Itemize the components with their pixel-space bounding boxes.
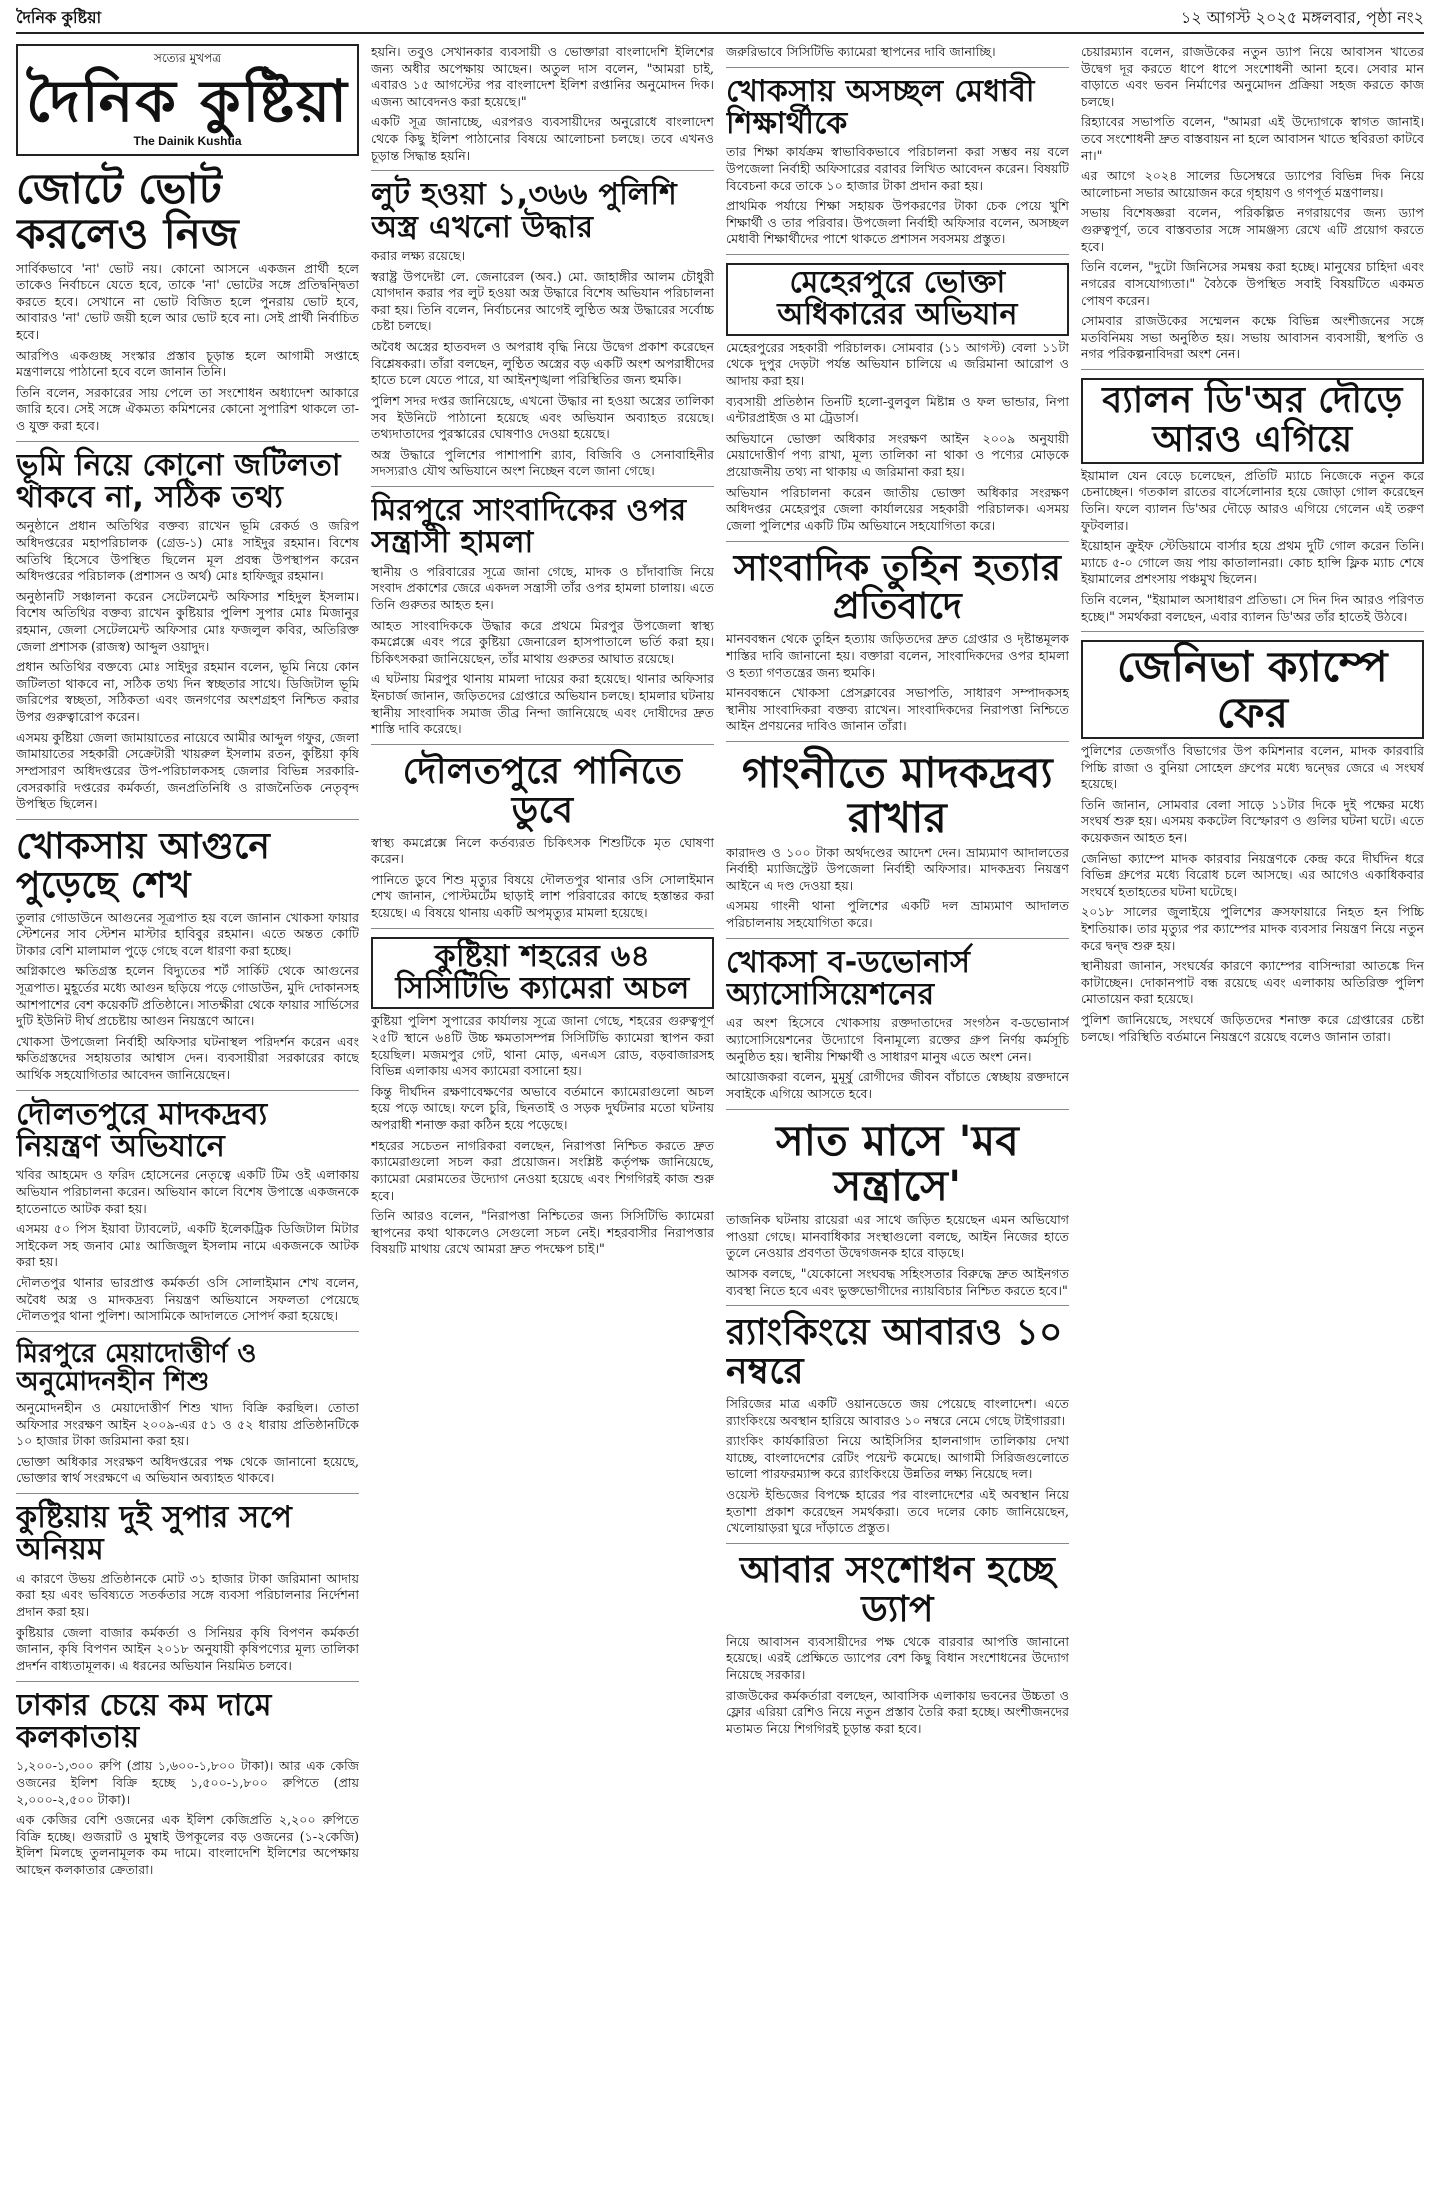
article-paragraph: ব্যবসায়ী প্রতিষ্ঠান তিনটি হলো-বুলবুল মিষ্টান্ন ও ফল ভান্ডার, নিপা এন্টারপ্রাইজ ও মা ট্রেডার্স। — [726, 393, 1069, 426]
article — [371, 750, 714, 922]
article-paragraph: স্থানীয় ও পরিবারের সূত্রে জানা গেছে, মাদক ও চাঁদাবাজি নিয়ে সংবাদ প্রকাশের জেরে একদল সন্ত্রাসী তাঁর ওপর হামলা চালায়। এতে তিনি গুরুতর আহত হন। — [371, 563, 714, 612]
column-3-articles — [726, 44, 1069, 1737]
article-paragraph: সভায় বিশেষজ্ঞরা বলেন, পরিকল্পিত নগরায়ণের জন্য ড্যাপ গুরুত্বপূর্ণ, তবে বাস্তবতার সঙ্গে সামঞ্জস্য রেখে এটি প্রয়োগ করতে হবে। — [1081, 205, 1424, 254]
article-paragraph: মানববন্ধনে খোকসা প্রেসক্লাবের সভাপতি, সাধারণ সম্পাদকসহ স্থানীয় সাংবাদিকরা বক্তব্য রাখেন। সাংবাদিকদের নিরাপত্তা নিশ্চিতে আইন প্রণয়নের দাবিও জানান তাঁরা। — [726, 685, 1069, 734]
article-paragraph: আয়োজকরা বলেন, মুমূর্ষু রোগীদের জীবন বাঁচাতে স্বেচ্ছায় রক্তদানে সবাইকে এগিয়ে আসতে হবে। — [726, 1069, 1069, 1101]
article-divider — [726, 254, 1069, 255]
article-paragraph: পুলিশ জানিয়েছে, সংঘর্ষে জড়িতদের শনাক্ত করে গ্রেপ্তারের চেষ্টা চলছে। পরিস্থিতি বর্তমানে নিয়ন্ত্রণে রয়েছে বলেও জানান তারা। — [1081, 1012, 1424, 1044]
article-headline: র‍্যাংকিংয়ে আবারও ১০ নম্বরে — [726, 1312, 1063, 1393]
article-paragraph: ইয়োহান ক্রুইফ স্টেডিয়ামে বার্সার হয়ে প্রথম দুটি গোল করেন তিনি। ম্যাচে ৫-০ গোলে জয় পায় কাতালানরা। কোচ হান্সি ফ্লিক ম্যাচ শেষে ইয়ামালের প্রশংসায় পঞ্চমুখ ছিলেন। — [1081, 538, 1424, 587]
article-paragraph: প্রাথমিক পর্যায়ে শিক্ষা সহায়ক উপকরণের টাকা চেক পেয়ে খুশি শিক্ষার্থী ও তার পরিবার। উপজেলা নির্বাহী অফিসার বলেন, অসচ্ছল মেধাবী শিক্ষার্থীদের পাশে থাকতে প্রশাসন সবসময় প্রস্তুত। — [726, 198, 1069, 247]
article-divider — [1081, 631, 1424, 632]
article — [16, 447, 359, 813]
article-headline: কুষ্টিয়া শহরের ৬৪ সিসিটিভি ক্যামেরা অচল — [371, 937, 714, 1010]
article-paragraph: রাজউকের কর্মকর্তারা বলছেন, আবাসিক এলাকায় ভবনের উচ্চতা ও ফ্লোর এরিয়া রেশিও নিয়ে নতুন প্রস্তাব তৈরি করা হচ্ছে। অংশীজনদের মতামত নিয়ে শিগগিরই চূড়ান্ত করা হবে। — [726, 1687, 1069, 1736]
article-divider — [16, 1681, 359, 1682]
article-headline: সাত মাসে 'মব সন্ত্রাসে' — [775, 1115, 1020, 1210]
article — [726, 263, 1069, 534]
column-2 — [371, 44, 714, 2194]
article-paragraph: তার শিক্ষা কার্যক্রম স্বাভাবিকভাবে পরিচালনা করা সম্ভব নয় বলে উপজেলা নির্বাহী অফিসারের বরাবর লিখিত আবেদন করেন। বিষয়টি বিবেচনা করে তাকে ১০ হাজার টাকা প্রদান করা হয়। — [726, 144, 1069, 193]
article-divider — [726, 1109, 1069, 1110]
article-paragraph: প্রধান অতিথির বক্তব্যে মোঃ সাইদুর রহমান বলেন, ভূমি নিয়ে কোন জটিলতা থাকবে না, সঠিক তথ্য দিন স্বচ্ছতার সাথে। ডিজিটাল ভূমি জরিপের স্বচ্ছতা, সঠিকতা এবং জনগণের অংশগ্রহণ নিশ্চিত করার উপর গুরুত্বারোপ করেন। — [16, 659, 359, 725]
article-paragraph: তিনি বলেন, "দুটো জিনিসের সমন্বয় করা হচ্ছে। মানুষের চাহিদা এবং নগরের বাসযোগ্যতা।" বৈঠকে উপস্থিত সবাই বিষয়টিতে একমত পোষণ করেন। — [1081, 259, 1424, 308]
columns — [16, 44, 1424, 2194]
article — [726, 1549, 1069, 1737]
article-paragraph: এসময় ৫০ পিস ইয়াবা ট্যাবলেট, একটি ইলেকট্রিক ডিজিটাল মিটার সাইকেল সহ জনাব মোঃ আজিজুল ইসলাম নামে একজনকে আটক করা হয়। — [16, 1221, 359, 1270]
article-paragraph: অনুষ্ঠানে প্রধান অতিথির বক্তব্য রাখেন ভূমি রেকর্ড ও জরিপ অধিদপ্তরের মহাপরিচালক (গ্রেড-১) মোঃ সাইদুর রহমান। বিশেষ অতিথি হিসেবে উপস্থিত ছিলেন মূল প্রবন্ধ উপস্থাপন করেন অধিদপ্তরের পরিচালক (প্রশাসন ও অর্থ) মোঃ হাফিজুর রহমান। — [16, 518, 359, 584]
article-paragraph: অনুমোদনহীন ও মেয়াদোত্তীর্ণ শিশু খাদ্য বিক্রি করছিল। তোতা অফিসার সংরক্ষণ আইন ২০০৯-এর ৫১ ও ৫২ ধারায় প্রতিষ্ঠানটিকে ১০ হাজার টাকা জরিমানা করা হয়। — [16, 1400, 359, 1449]
article-divider — [726, 938, 1069, 939]
article-paragraph: তুলার গোডাউনে আগুনের সূত্রপাত হয় বলে জানান খোকসা ফায়ার স্টেশনের সাব স্টেশন মাস্টার হাবিবুর রহমান। এতে অন্তত কোটি টাকার বেশি মালামাল পুড়ে গেছে বলে ধারণা করা হচ্ছে। — [16, 909, 359, 958]
masthead-english: The Dainik Kushtia — [133, 133, 242, 148]
article-paragraph: এর অংশ হিসেবে খোকসায় রক্তদাতাদের সংগঠন ব-ডভোনার্স অ্যাসোসিয়েশনের উদ্যোগে বিনামূল্যে রক্তের গ্রুপ নির্ণয় কর্মসূচি অনুষ্ঠিত হয়। স্থানীয় শিক্ষার্থী ও সাধারণ মানুষ এতে অংশ নেন। — [726, 1015, 1069, 1064]
article-paragraph: তিনি আরও বলেন, "নিরাপত্তা নিশ্চিতের জন্য সিসিটিভি ক্যামেরা স্থাপনের কথা থাকলেও সেগুলো সচল নেই। শহরবাসীর নিরাপত্তার বিষয়টি মাথায় রেখে আমরা দ্রুত পদক্ষেপ চাই।" — [371, 1208, 714, 1257]
article-paragraph: অবৈধ অস্ত্রের হাতবদল ও অপরাধ বৃদ্ধি নিয়ে উদ্বেগ প্রকাশ করেছেন বিশ্লেষকরা। তাঁরা বলছেন, লুণ্ঠিত অস্ত্রের বড় একটি অংশ অপরাধীদের হাতে চলে যেতে পারে, যা আইনশৃঙ্খলা পরিস্থিতির জন্য হুমকি। — [371, 339, 714, 388]
article-headline: ব্যালন ডি'অর দৌড়ে আরও এগিয়ে — [1081, 378, 1424, 464]
column-1 — [16, 44, 359, 2194]
article-paragraph: তিনি বলেন, "ইয়ামাল অসাধারণ প্রতিভা। সে দিন দিন আরও পরিণত হচ্ছে।" সমর্থকরা বলছেন, এবার ব্যালন ডি'অর তাঁর হাতেই উঠবে। — [1081, 591, 1424, 624]
article-headline: খোকসায় অসচ্ছল মেধাবী শিক্ষার্থীকে — [726, 73, 1035, 141]
article-paragraph: পুলিশের তেজগাঁও বিভাগের উপ কমিশনার বলেন, মাদক কারবারি পিচ্চি রাজা ও বুনিয়া সোহেল গ্রুপের মধ্যে দ্বন্দ্বের জেরে এ সংঘর্ষ হয়েছে। — [1081, 742, 1424, 792]
article-paragraph: দৌলতপুর থানার ভারপ্রাপ্ত কর্মকর্তা ওসি সোলাইমান শেখ বলেন, অবৈধ অস্ত্র ও মাদকদ্রব্য নিয়ন্ত্রণ অভিযানে সফলতা পেয়েছে দৌলতপুর থানা পুলিশ। আসামিকে আদালতে সোপর্দ করা হয়েছে। — [16, 1275, 359, 1324]
article-divider — [16, 1331, 359, 1332]
masthead-title: দৈনিক কুষ্টিয়া — [26, 67, 349, 135]
article-divider — [371, 744, 714, 745]
article — [726, 547, 1069, 735]
article — [726, 1314, 1069, 1537]
article — [371, 179, 714, 480]
article — [16, 825, 359, 1084]
article-paragraph: জেনিভা ক্যাম্পে মাদক কারবার নিয়ন্ত্রণকে কেন্দ্র করে দীর্ঘদিন ধরে বিভিন্ন গ্রুপের মধ্যে বিরোধ চলে আসছে। এর আগেও একাধিকবার সংঘর্ষে হতাহতের ঘটনা ঘটেছে। — [1081, 850, 1424, 899]
article — [16, 1502, 359, 1674]
article — [1081, 640, 1424, 1045]
header-date-page: ১২ আগস্ট ২০২৫ মঙ্গলবার, পৃষ্ঠা নং২ — [1180, 8, 1424, 27]
article-paragraph: এক কেজির বেশি ওজনের এক ইলিশ কেজিপ্রতি ২,২০০ রুপিতে বিক্রি হচ্ছে। গুজরাট ও মুম্বাই উপকূলের বড় ওজনের (১-২কেজি) ইলিশ মিলছে তুলনামূলক কম দামে। বাংলাদেশি ইলিশের অপেক্ষায় আছেন কলকাতার ক্রেতারা। — [16, 1812, 359, 1877]
article — [16, 1340, 359, 1487]
header-paper-name: দৈনিক কুষ্টিয়া — [16, 8, 102, 27]
article-divider — [16, 1493, 359, 1494]
article-headline: জেনিভা ক্যাম্পে ফের — [1081, 640, 1424, 739]
article-paragraph: এসময় গাংনী থানা পুলিশের একটি দল ভ্রাম্যমাণ আদালত পরিচালনায় সহযোগিতা করে। — [726, 898, 1069, 931]
article-paragraph: আহত সাংবাদিককে উদ্ধার করে প্রথমে মিরপুর উপজেলা স্বাস্থ্য কমপ্লেক্সে এবং পরে কুষ্টিয়া জেনারেল হাসপাতালে ভর্তি করা হয়। চিকিৎসকরা জানিয়েছেন, তাঁর মাথায় গুরুতর আঘাত রয়েছে। — [371, 617, 714, 666]
article-paragraph: শহরের সচেতন নাগরিকরা বলছেন, নিরাপত্তা নিশ্চিত করতে দ্রুত ক্যামেরাগুলো সচল করা প্রয়োজন। সংশ্লিষ্ট কর্তৃপক্ষ জানিয়েছে, ক্যামেরা মেরামতের উদ্যোগ নেওয়া হয়েছে এবং শিগগিরই কাজ শুরু হবে। — [371, 1137, 714, 1203]
article-headline: মিরপুরে সাংবাদিকের ওপর সন্ত্রাসী হামলা — [371, 492, 687, 561]
article-paragraph: কুষ্টিয়া পুলিশ সুপারের কার্যালয় সূত্রে জানা গেছে, শহরের গুরুত্বপূর্ণ ২৫টি স্থানে ৬৪টি উচ্চ ক্ষমতাসম্পন্ন সিসিটিভি ক্যামেরা স্থাপন করা হয়েছিল। মজমপুর গেট, থানা মোড়, এনএস রোড, বড়বাজারসহ বিভিন্ন এলাকায় এসব ক্যামেরা বসানো হয়। — [371, 1013, 714, 1079]
article-paragraph: তিনি বলেন, সরকারের সায় পেলে তা সংশোধন অধ্যাদেশ আকারে জারি হবে। সেই সঙ্গে ঐকমত্য কমিশনের কোনো সুপারিশ থাকলে তা-ও যুক্ত করা হবে। — [16, 384, 359, 433]
article — [726, 73, 1069, 248]
article-paragraph: খোকসা উপজেলা নির্বাহী অফিসার ঘটনাস্থল পরিদর্শন করেন এবং ক্ষতিগ্রস্তদের সহায়তার আশ্বাস দেন। ব্যবসায়ীরা সরকারের কাছে আর্থিক সহযোগিতার আবেদন জানিয়েছেন। — [16, 1033, 359, 1082]
article-paragraph: অগ্নিকাণ্ডে ক্ষতিগ্রস্ত হলেন বিদ্যুতের শর্ট সার্কিট থেকে আগুনের সূত্রপাত। মুহূর্তের মধ্যে আগুন ছড়িয়ে পড়ে গোডাউন, মুদি দোকানসহ আশপাশের বেশ কয়েকটি প্রতিষ্ঠানে। সাতক্ষীরা থেকে ফায়ার সার্ভিসের দুটি ইউনিট দীর্ঘ প্রচেষ্টায় আগুন নিয়ন্ত্রণে আনে। — [16, 963, 359, 1029]
article-headline: দৌলতপুরে পানিতে ডুবে — [402, 750, 683, 831]
article — [16, 163, 359, 435]
article-paragraph: খবির আহমেদ ও ফরিদ হোসেনের নেতৃত্বে একটি টিম ওই এলাকায় অভিযান পরিচালনা করেন। অভিযান কালে বিশেষ উপাস্তে একজনকে হাতেনাতে আটক করা হয়। — [16, 1167, 359, 1216]
article-paragraph: এর আগে ২০২৪ সালের ডিসেম্বরে ড্যাপের বিভিন্ন দিক নিয়ে আলোচনা সভার আয়োজন করে গৃহায়ণ ও গণপূর্ত মন্ত্রণালয়। — [1081, 168, 1424, 200]
column-2-articles — [371, 44, 714, 1258]
article-paragraph: জরুরিভাবে সিসিটিভি ক্যামেরা স্থাপনের দাবি জানাচ্ছি। — [726, 44, 996, 59]
masthead-tagline: সত্যের মুখপত্র — [153, 51, 222, 65]
article — [1081, 44, 1424, 363]
article-headline: খোকসা ব-ডভোনার্স অ্যাসোসিয়েশনের — [726, 944, 971, 1013]
article-headline: সাংবাদিক তুহিন হত্যার প্রতিবাদে — [733, 547, 1062, 628]
article-paragraph: র‍্যাংকিং কার্যকারিতা নিয়ে আইসিসির হালনাগাদ তালিকায় দেখা যাচ্ছে, বাংলাদেশের রেটিং পয়েন্ট কমেছে। আগামী সিরিজগুলোতে ভালো পারফরম্যান্স করে র‍্যাংকিংয়ে উন্নতির লক্ষ্য নিয়েছে দল। — [726, 1433, 1069, 1482]
column-1-articles — [16, 163, 359, 1879]
article-headline: মিরপুরে মেয়াদোত্তীর্ণ ও অনুমোদনহীন শিশু — [16, 1338, 257, 1397]
article — [726, 44, 1069, 61]
article-paragraph: নিয়ে আবাসন ব্যবসায়ীদের পক্ষ থেকে বারবার আপত্তি জানানো হয়েছে। এরই প্রেক্ষিতে ড্যাপের বেশ কিছু বিধান সংশোধনের উদ্যোগ নিয়েছে সরকার। — [726, 1633, 1069, 1682]
article-paragraph: ১,২০০-১,৩০০ রুপি (প্রায় ১,৬০০-১,৮০০ টাকা)। আর এক কেজি ওজনের ইলিশ বিক্রি হচ্ছে ১,৫০০-১,৮০০ রুপিতে (প্রায় ২,০০০-২,৫০০ টাকা)। — [16, 1758, 359, 1807]
article-divider — [726, 741, 1069, 742]
article-divider — [16, 819, 359, 820]
article-paragraph: করার লক্ষ্য রয়েছে। — [371, 248, 466, 264]
article-paragraph: ওয়েস্ট ইন্ডিজের বিপক্ষে হারের পর বাংলাদেশের এই অবস্থান নিয়ে হতাশা প্রকাশ করেছেন সমর্থকরা। তবে দলের কোচ জানিয়েছেন, খেলোয়াড়রা ঘুরে দাঁড়াতে প্রস্তুত। — [726, 1487, 1069, 1536]
article-paragraph: আসক বলছে, "যেকোনো সংঘবদ্ধ সহিংসতার বিরুদ্ধে দ্রুত আইনগত ব্যবস্থা নিতে হবে এবং ভুক্তভোগীদের ন্যায়বিচার নিশ্চিত করতে হবে।" — [726, 1266, 1069, 1298]
column-4-articles — [1081, 44, 1424, 1045]
article-paragraph: চেয়ারম্যান বলেন, রাজউকের নতুন ড্যাপ নিয়ে আবাসন খাতের উদ্বেগ দূর করতে ধাপে ধাপে সংশোধনী আনা হবে। সেবার মান বাড়াতে এবং ভবন নির্মাণের অনুমোদন প্রক্রিয়া সহজ করতে কাজ চলছে। — [1081, 44, 1424, 109]
article-headline: মেহেরপুরে ভোক্তা অধিকারের অভিযান — [726, 263, 1069, 336]
article-paragraph: এ ঘটনায় মিরপুর থানায় মামলা দায়ের করা হয়েছে। থানার অফিসার ইনচার্জ জানান, জড়িতদের গ্রেপ্তারে অভিযান চলছে। হামলার ঘটনায় স্থানীয় সাংবাদিক সমাজ তীব্র নিন্দা জানিয়েছে এবং দোষীদের দ্রুত শাস্তি দাবি করেছে। — [371, 671, 714, 737]
article — [371, 44, 714, 164]
article-paragraph: স্থানীয়রা জানান, সংঘর্ষের কারণে ক্যাম্পের বাসিন্দারা আতঙ্কে দিন কাটাচ্ছেন। দোকানপাট বন্ধ রয়েছে এবং এলাকায় অতিরিক্ত পুলিশ মোতায়েন করা হয়েছে। — [1081, 958, 1424, 1007]
article-headline: লুট হওয়া ১,৩৬৬ পুলিশি অস্ত্র এখনো উদ্ধার — [371, 177, 678, 245]
article-paragraph: তাজনিক ঘটনায় রায়েরা এর সাথে জড়িত হয়েছেন এমন অভিযোগ পাওয়া গেছে। মানবাধিকার সংস্থাগুলো বলছে, আইন নিজের হাতে তুলে নেওয়ার প্রবণতা উদ্বেগজনক হারে বাড়ছে। — [726, 1212, 1069, 1261]
article-divider — [371, 486, 714, 487]
article-paragraph: এসময় কুষ্টিয়া জেলা জামায়াতের নায়েবে আমীর আব্দুল গফুর, জেলা জামায়াতের সহকারী সেক্রেটারী খায়রুল ইসলাম রতন, কুষ্টিয়া কৃষি সম্প্রসারণ অধিদপ্তরের উপ-পরিচালকসহ জেলার বিভিন্ন সরকারি-বেসরকারি দপ্তরের কর্মকর্তা, জনপ্রতিনিধি ও রাজনৈতিক নেতৃবৃন্দ উপস্থিত ছিলেন। — [16, 729, 359, 812]
article-paragraph: অনুষ্ঠানটি সঞ্চালনা করেন সেটেলমেন্ট অফিসার শহিদুল ইসলাম। বিশেষ অতিথির বক্তব্য রাখেন কুষ্টিয়ার পুলিশ সুপার মোঃ মিজানুর রহমান, জেলা সেটেলমেন্ট অফিসার মোঃ ফজলুল কবির, অতিরিক্ত জেলা প্রশাসক (রাজস্ব) আব্দুল ওয়াদুদ। — [16, 588, 359, 654]
article-paragraph: অভিযান পরিচালনা করেন জাতীয় ভোক্তা অধিকার সংরক্ষণ অধিদপ্তর মেহেরপুর জেলা কার্যালয়ের সহকারী পরিচালক। এসময় জেলা পুলিশের একটি টিম অভিযানে সহযোগিতা করে। — [726, 484, 1069, 533]
article-paragraph: সোমবার রাজউকের সম্মেলন কক্ষে বিভিন্ন অংশীজনের সঙ্গে মতবিনিময় সভা অনুষ্ঠিত হয়। সভায় আবাসন ব্যবসায়ী, স্থপতি ও নগর পরিকল্পনাবিদরা অংশ নেন। — [1081, 313, 1424, 362]
article-divider — [16, 441, 359, 442]
article-paragraph: স্বরাষ্ট্র উপদেষ্টা লে. জেনারেল (অব.) মো. জাহাঙ্গীর আলম চৌধুরী যোগদান করার পর লুট হওয়া অস্ত্র উদ্ধারে বিশেষ অভিযান পরিচালনা করা হয়। তিনি বলেন, নির্বাচনের আগেই লুণ্ঠিত অস্ত্র উদ্ধারের সর্বোচ্চ চেষ্টা চলছে। — [371, 268, 714, 334]
article-headline: গাংনীতে মাদকদ্রব্য রাখার — [742, 747, 1053, 843]
article — [726, 747, 1069, 932]
article-paragraph: একটি সূত্র জানাচ্ছে, এরপরও ব্যবসায়ীদের অনুরোধে বাংলাদেশ থেকে কিছু ইলিশ পাঠানোর বিষয়ে আলোচনা চলছে। তবে এখনও চূড়ান্ত সিদ্ধান্ত হয়নি। — [371, 114, 714, 163]
article-paragraph: পুলিশ সদর দপ্তর জানিয়েছে, এখনো উদ্ধার না হওয়া অস্ত্রের তালিকা সব ইউনিটে পাঠানো হয়েছে এবং অভিযান অব্যাহত রয়েছে। তথ্যদাতাদের পুরস্কারের ঘোষণাও দেওয়া হয়েছে। — [371, 392, 714, 442]
article-paragraph: সিরিজের মাত্র একটি ওয়ানডেতে জয় পেয়েছে বাংলাদেশ। এতে র‍্যাংকিংয়ে অবস্থান হারিয়ে আবারও ১০ নম্বরে নেমে গেছে টাইগাররা। — [726, 1396, 1069, 1428]
article-paragraph: ইয়ামাল যেন বেড়ে চলেছেন, প্রতিটি ম্যাচে নিজেকে নতুন করে চেনাচ্ছেন। গতকাল রাতের বার্সেলোনার হয়ে জোড়া গোল করেছেন তিনি। ফলে ব্যালন ডি'অর দৌড়ে আরও এগিয়ে গেলেন এই তরুণ ফুটবলার। — [1081, 467, 1424, 533]
article — [726, 944, 1069, 1103]
article — [371, 492, 714, 738]
article-headline: খোকসায় আগুনে পুড়েছে শেখ — [16, 825, 271, 906]
article-paragraph: এ কারণে উভয় প্রতিষ্ঠানকে মোট ৩১ হাজার টাকা জরিমানা আদায় করা হয় এবং ভবিষ্যতে সতর্কতার সঙ্গে ব্যবসা পরিচালনার নির্দেশনা প্রদান করা হয়। — [16, 1570, 359, 1620]
article-headline: কুষ্টিয়ায় দুই সুপার সপে অনিয়ম — [16, 1500, 293, 1568]
article-headline: ঢাকার চেয়ে কম দামে কলকাতায় — [16, 1687, 272, 1755]
article-paragraph: মানববন্ধন থেকে তুহিন হত্যায় জড়িতদের দ্রুত গ্রেপ্তার ও দৃষ্টান্তমূলক শাস্তির দাবি জানানো হয়। বক্তারা বলেন, সাংবাদিকদের ওপর হামলা ও হত্যা গণতন্ত্রের জন্য হুমকি। — [726, 631, 1069, 680]
article — [16, 1096, 359, 1325]
article-paragraph: ২০১৮ সালের জুলাইয়ে পুলিশের ক্রসফায়ারে নিহত হন পিচ্চি ইশতিয়াক। তার মৃত্যুর পর ক্যাম্পের মাদক ব্যবসার নিয়ন্ত্রণ নিয়ে নতুন করে দ্বন্দ্ব শুরু হয়। — [1081, 904, 1424, 953]
article-paragraph: কিন্তু দীর্ঘদিন রক্ষণাবেক্ষণের অভাবে বর্তমানে ক্যামেরাগুলো অচল হয়ে পড়ে আছে। ফলে চুরি, ছিনতাই ও সড়ক দুর্ঘটনার মতো ঘটনায় অপরাধী শনাক্ত করা কঠিন হয়ে পড়েছে। — [371, 1083, 714, 1133]
article-paragraph: তিনি জানান, সোমবার বেলা সাড়ে ১১টার দিকে দুই পক্ষের মধ্যে সংঘর্ষ শুরু হয়। এসময় ককটেল বিস্ফোরণ ও গুলির ঘটনা ঘটে। এতে কয়েকজন আহত হন। — [1081, 796, 1424, 845]
article-paragraph: কুষ্টিয়ার জেলা বাজার কর্মকর্তা ও সিনিয়র কৃষি বিপণন কর্মকর্তা জানান, কৃষি বিপণন আইন ২০১৮ অনুযায়ী কৃষিপণ্যের মূল্য তালিকা প্রদর্শন বাধ্যতামূলক। এ ধরনের অভিযান নিয়মিত চলবে। — [16, 1624, 359, 1673]
article-divider — [371, 170, 714, 171]
article-divider — [371, 928, 714, 929]
column-4 — [1081, 44, 1424, 2194]
article-paragraph: আরপিও একগুচ্ছ সংস্কার প্রস্তাব চূড়ান্ত হলে আগামী সপ্তাহে মন্ত্রণালয়ে পাঠানো হবে বলে জানান তিনি। — [16, 347, 359, 380]
page-header — [16, 6, 1424, 34]
article — [371, 937, 714, 1258]
article-headline: জোটে ভোট করলেও নিজ — [16, 163, 239, 259]
article-divider — [726, 541, 1069, 542]
article-paragraph: মেহেরপুরের সহকারী পরিচালক। সোমবার (১১ আগস্ট) বেলা ১১টা থেকে দুপুর দেড়টা পর্যন্ত অভিযান চালিয়ে এ জরিমানা আরোপ ও আদায় করা হয়। — [726, 339, 1069, 389]
article-paragraph: সার্বিকভাবে 'না' ভোট নয়। কোনো আসনে একজন প্রার্থী হলে তাকেও নির্বাচনে যেতে হবে, তাকে 'না' ভোটের সঙ্গে প্রতিদ্বন্দ্বিতা করতে হবে। সেখানে না ভোট বিজিত হলে পুনরায় ভোট হবে, আবারও 'না' ভোট জয়ী হলে আর ভোট হবে না। সেই প্রার্থী নির্বাচিত হবে। — [16, 260, 359, 342]
article-divider — [16, 1090, 359, 1091]
article-paragraph: হয়নি। তবুও সেখানকার ব্যবসায়ী ও ভোক্তারা বাংলাদেশি ইলিশের জন্য অধীর অপেক্ষায় আছেন। অতুল দাস বলেন, "আমরা চাই, এবারও ১৫ আগস্টের পর বাংলাদেশ ইলিশ রপ্তানির অনুমোদন দিক। এজন্য আবেদনও করা হয়েছে।" — [371, 44, 714, 109]
article-divider — [726, 67, 1069, 68]
masthead — [16, 44, 359, 156]
article — [16, 1687, 359, 1879]
article — [1081, 378, 1424, 625]
article-headline: ভূমি নিয়ে কোনো জটিলতা থাকবে না, সঠিক তথ্য — [16, 447, 341, 515]
article-paragraph: কারাদণ্ড ও ১০০ টাকা অর্থদণ্ডের আদেশ দেন। ভ্রাম্যমাণ আদালতের নির্বাহী ম্যাজিস্ট্রেট উপজেলা নির্বাহী অফিসার। মাদকদ্রব্য নিয়ন্ত্রণ আইনে এ দণ্ড দেওয়া হয়। — [726, 844, 1069, 893]
article-headline: দৌলতপুরে মাদকদ্রব্য নিয়ন্ত্রণ অভিযানে — [16, 1096, 268, 1164]
article-paragraph: রিহ্যাবের সভাপতি বলেন, "আমরা এই উদ্যোগকে স্বাগত জানাই। তবে সংশোধনী দ্রুত বাস্তবায়ন না হলে আবাসন খাতে স্থবিরতা কাটবে না।" — [1081, 114, 1424, 163]
article-paragraph: অভিযানে ভোক্তা অধিকার সংরক্ষণ আইন ২০০৯ অনুযায়ী মেয়াদোত্তীর্ণ পণ্য রাখা, মূল্য তালিকা না থাকা ও পণ্যের মোড়কে প্রয়োজনীয় তথ্য না থাকায় এ জরিমানা করা হয়। — [726, 430, 1069, 480]
article-paragraph: স্বাস্থ্য কমপ্লেক্সে নিলে কর্তব্যরত চিকিৎসক শিশুটিকে মৃত ঘোষণা করেন। — [371, 834, 714, 867]
article-paragraph: ভোক্তা অধিকার সংরক্ষণ অধিদপ্তরের পক্ষ থেকে জানানো হয়েছে, ভোক্তার স্বার্থ সংরক্ষণে এ অভিযান অব্যাহত থাকবে। — [16, 1453, 359, 1486]
article-divider — [1081, 369, 1424, 370]
article-paragraph: পানিতে ডুবে শিশু মৃত্যুর বিষয়ে দৌলতপুর থানার ওসি সোলাইমান শেখ জানান, পোস্টমর্টেম ছাড়াই লাশ পরিবারের কাছে হস্তান্তর করা হয়েছে। এ বিষয়ে থানায় একটি অপমৃত্যুর মামলা হয়েছে। — [371, 871, 714, 921]
article-divider — [726, 1543, 1069, 1544]
article-paragraph: অস্ত্র উদ্ধারে পুলিশের পাশাপাশি র‍্যাব, বিজিবি ও সেনাবাহিনীর সদস্যরাও যৌথ অভিযানে অংশ নিচ্ছেন বলে জানা গেছে। — [371, 446, 714, 479]
article — [726, 1115, 1069, 1300]
article-headline: আবার সংশোধন হচ্ছে ড্যাপ — [739, 1549, 1056, 1630]
article-divider — [726, 1305, 1069, 1306]
column-3 — [726, 44, 1069, 2194]
